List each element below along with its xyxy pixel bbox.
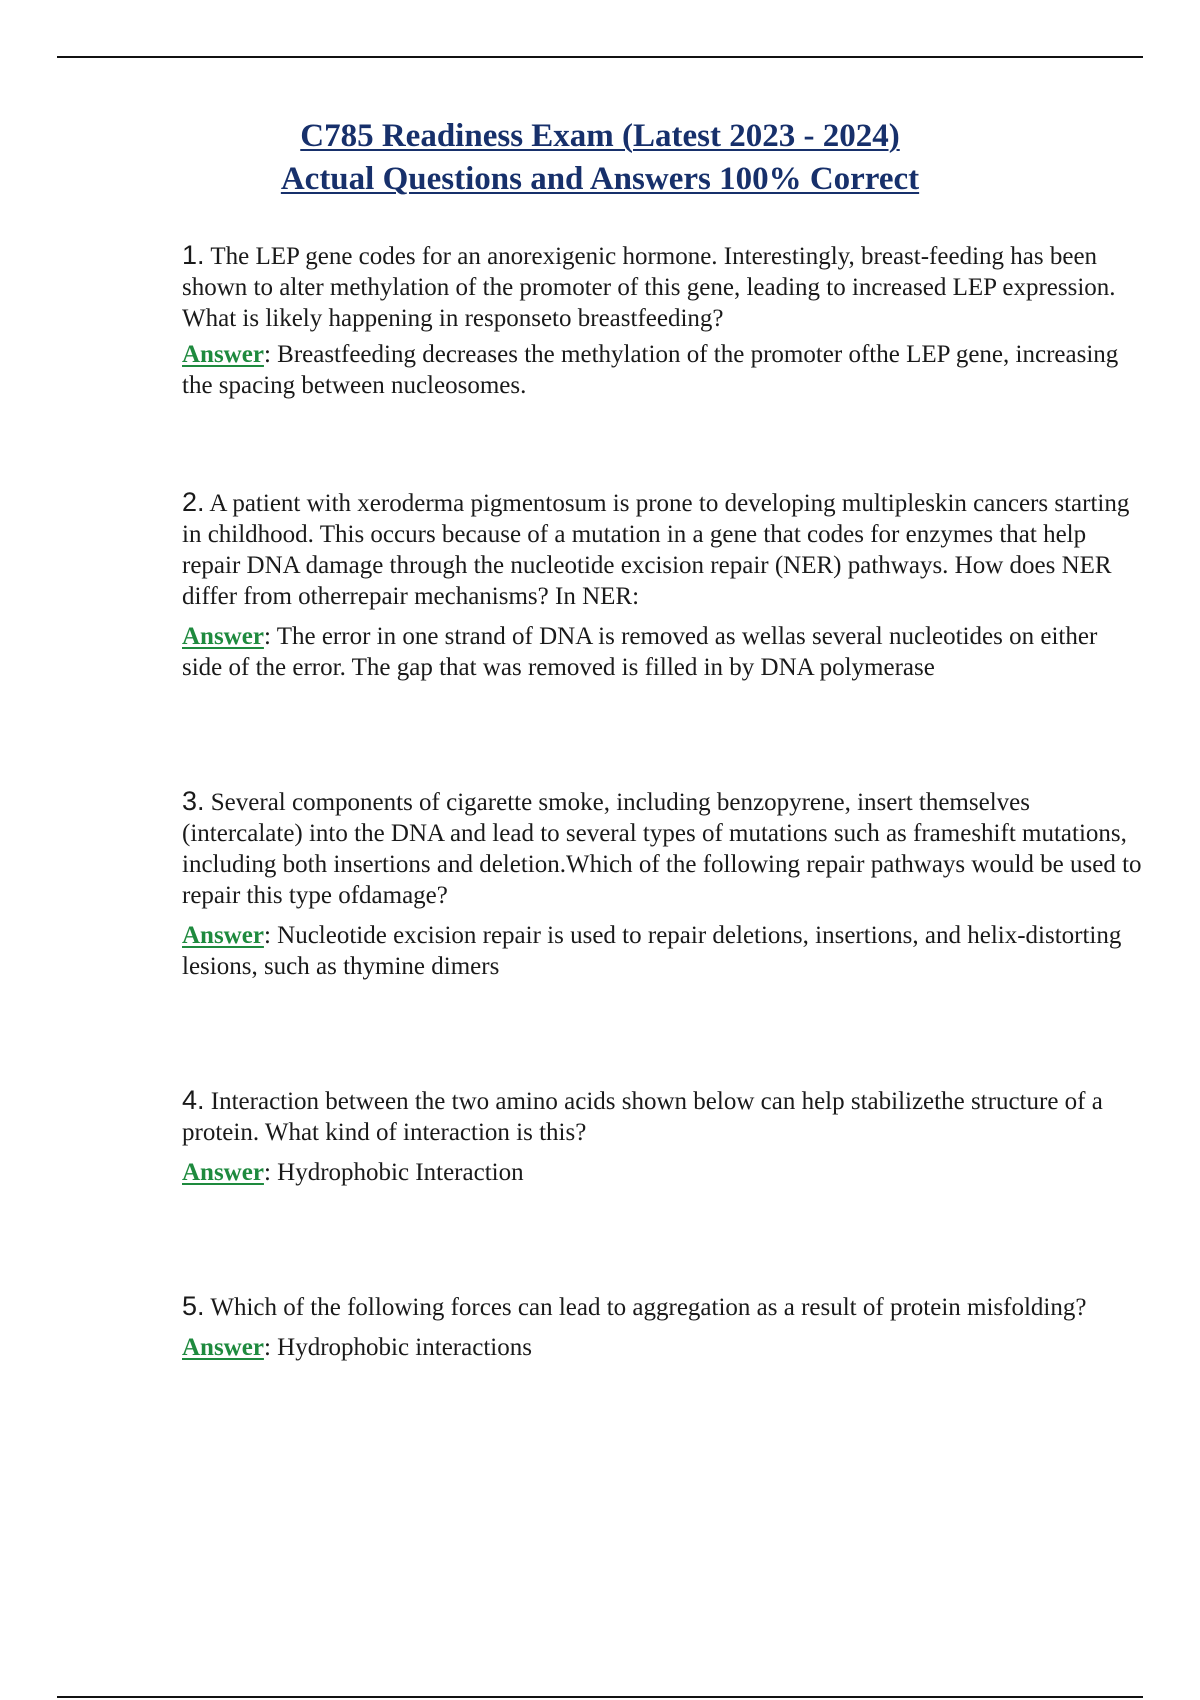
question-number: 1. (182, 240, 205, 270)
title-line-2: Actual Questions and Answers 100% Correct (280, 161, 920, 197)
question-number: 5. (182, 1291, 205, 1321)
bottom-rule (57, 1696, 1143, 1698)
question-text: 4. Interaction between the two amino acids shown below can help stabilizethe structure of a protein. What kind of interaction is this? (182, 1085, 1103, 1146)
question-number: 2. (182, 487, 205, 517)
top-rule (57, 56, 1143, 58)
question-number: 3. (182, 786, 205, 816)
answer-text: Answer: Nucleotide excision repair is used to repair deletions, insertions, and helix-distorting lesions, such as thymine dimers (182, 922, 1122, 980)
answer-label: Answer (182, 922, 264, 949)
answer-text: Answer: The error in one strand of DNA is removed as wellas several nucleotides on either side of the error. The gap that was removed is filled in by DNA polymerase (182, 623, 1098, 681)
question-block-4 (182, 1085, 1142, 1188)
answer-label: Answer (182, 623, 264, 650)
question-number: 4. (182, 1085, 205, 1115)
answer-text: Answer: Hydrophobic interactions (182, 1334, 532, 1361)
title-line-1: C785 Readiness Exam (Latest 2023 - 2024) (300, 118, 900, 154)
question-text: 5. Which of the following forces can lead to aggregation as a result of protein misfolding? (182, 1291, 1087, 1321)
page-title (0, 115, 1200, 201)
question-text: 2. A patient with xeroderma pigmentosum is prone to developing multipleskin cancers starting in childhood. This occurs because of a mutation in a gene that codes for enzymes that help repair DNA damage through the nucleotide excision repair (NER) pathways. How does NER differ from otherrepair mechanisms? In NER: (182, 487, 1130, 610)
answer-label: Answer (182, 341, 264, 368)
answer-label: Answer (182, 1159, 264, 1186)
question-block-1 (182, 240, 1142, 401)
question-text: 3. Several components of cigarette smoke, including benzopyrene, insert themselves (intercalate) into the DNA and lead to several types of mutations such as frameshift mutations, including both insertions and deletion.Which of the following repair pathways would be used to repair this type ofdamage? (182, 786, 1142, 909)
question-block-5 (182, 1291, 1142, 1363)
answer-label: Answer (182, 1334, 264, 1361)
question-block-2 (182, 487, 1142, 683)
question-block-3 (182, 786, 1142, 982)
answer-text: Answer: Breastfeeding decreases the methylation of the promoter ofthe LEP gene, increasing the spacing between nucleosomes. (182, 341, 1119, 399)
answer-text: Answer: Hydrophobic Interaction (182, 1159, 524, 1186)
question-text: 1. The LEP gene codes for an anorexigenic hormone. Interestingly, breast-feeding has been shown to alter methylation of the promoter of this gene, leading to increased LEP expression. What is likely happening in responseto breastfeeding? (182, 240, 1116, 332)
